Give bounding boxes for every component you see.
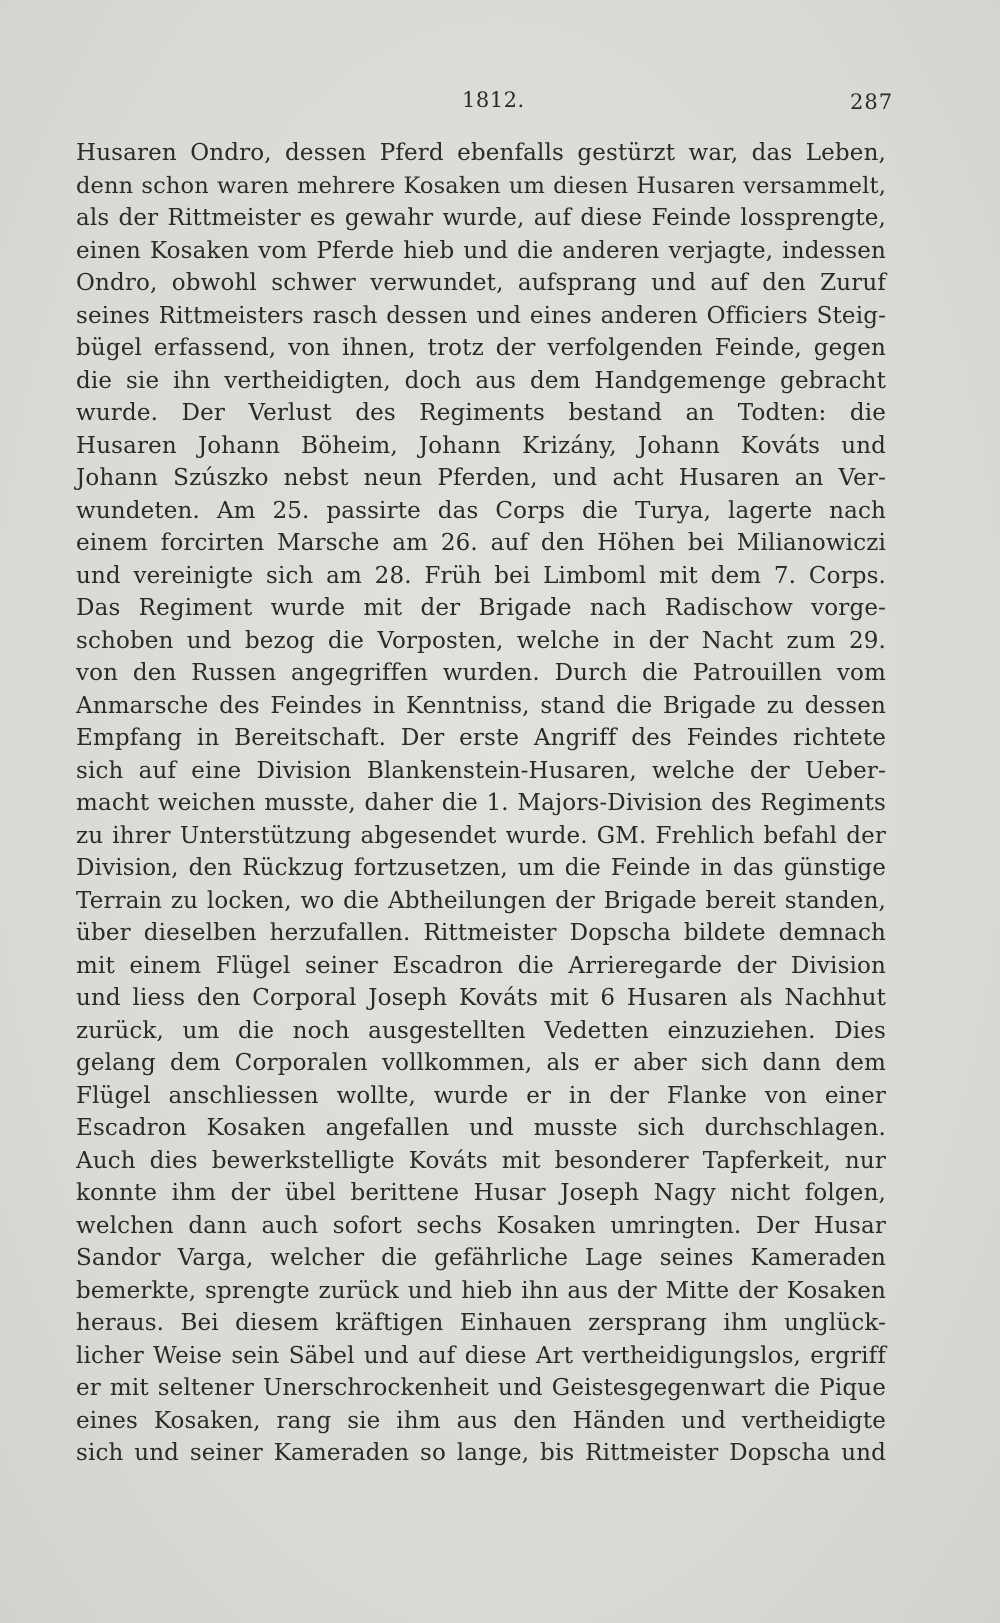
text-line: sich und seiner Kameraden so lange, bis Rittmeister Dopscha und [76, 1440, 886, 1466]
body-text [76, 137, 886, 1470]
text-line: heraus. Bei diesem kräftigen Einhauen zersprang ihm unglück- [76, 1310, 886, 1336]
page-number: 287 [850, 90, 894, 114]
text-line: welchen dann auch sofort sechs Kosaken umringten. Der Husar [76, 1212, 886, 1239]
text-line: Husaren Ondro, dessen Pferd ebenfalls gestürzt war, das Leben, [76, 140, 886, 166]
text-line: Sandor Varga, welcher die gefährliche Lage seines Kameraden [76, 1245, 886, 1271]
text-line: bügel erfassend, von ihnen, trotz der verfolgenden Feinde, gegen [76, 335, 886, 361]
text-line: macht weichen musste, daher die 1. Majors-Division des Regiments [76, 790, 886, 816]
text-line: gelang dem Corporalen vollkommen, als er aber sich dann dem [76, 1050, 886, 1076]
text-line: über dieselben herzufallen. Rittmeister Dopscha bildete demnach [76, 920, 886, 946]
text-line: die sie ihn vertheidigten, doch aus dem Handgemenge gebracht [76, 367, 886, 394]
text-line: Terrain zu locken, wo die Abtheilungen der Brigade bereit standen, [76, 887, 886, 914]
text-line: wundeten. Am 25. passirte das Corps die Turya, lagerte nach [76, 497, 886, 524]
text-line: einen Kosaken vom Pferde hieb und die anderen verjagte, indessen [76, 237, 886, 264]
text-line: Empfang in Bereitschaft. Der erste Angriff des Feindes richtete [76, 725, 886, 751]
text-line: Anmarsche des Feindes in Kenntniss, stand die Brigade zu dessen [76, 692, 886, 719]
text-line: Flügel anschliessen wollte, wurde er in der Flanke von einer [76, 1082, 886, 1109]
text-line: seines Rittmeisters rasch dessen und eines anderen Officiers Steig- [76, 302, 886, 329]
text-line: Das Regiment wurde mit der Brigade nach Radischow vorge- [76, 595, 886, 621]
text-line: zu ihrer Unterstützung abgesendet wurde. GM. Frehlich befahl der [76, 822, 886, 849]
text-line: wurde. Der Verlust des Regiments bestand an Todten: die [76, 400, 886, 426]
text-line: Auch dies bewerkstelligte Kováts mit besonderer Tapferkeit, nur [76, 1147, 886, 1174]
text-line: zurück, um die noch ausgestellten Vedetten einzuziehen. Dies [76, 1017, 886, 1044]
text-line: und liess den Corporal Joseph Kováts mit 6 Husaren als Nachhut [76, 985, 886, 1011]
text-line: eines Kosaken, rang sie ihm aus den Händen und vertheidigte [76, 1407, 886, 1434]
text-line: konnte ihm der übel berittene Husar Joseph Nagy nicht folgen, [76, 1180, 886, 1206]
text-line: Johann Szúszko nebst neun Pferden, und acht Husaren an Ver- [76, 465, 886, 491]
text-line: Escadron Kosaken angefallen und musste sich durchschlagen. [76, 1115, 886, 1141]
text-line: bemerkte, sprengte zurück und hieb ihn aus der Mitte der Kosaken [76, 1277, 886, 1304]
text-line: licher Weise sein Säbel und auf diese Art vertheidigungslos, ergriff [76, 1342, 886, 1369]
running-header [0, 88, 1000, 118]
text-line: einem forcirten Marsche am 26. auf den Höhen bei Milianowiczi [76, 530, 886, 556]
text-line: von den Russen angegriffen wurden. Durch die Patrouillen vom [76, 660, 886, 686]
text-line: schoben und bezog die Vorposten, welche in der Nacht zum 29. [76, 627, 886, 654]
text-line: als der Rittmeister es gewahr wurde, auf diese Feinde lossprengte, [76, 205, 886, 231]
text-line: und vereinigte sich am 28. Früh bei Limboml mit dem 7. Corps. [76, 562, 886, 589]
text-line: Husaren Johann Böheim, Johann Krizány, Johann Kováts und [76, 432, 886, 459]
text-line: Division, den Rückzug fortzusetzen, um die Feinde in das günstige [76, 855, 886, 881]
text-line: er mit seltener Unerschrockenheit und Geistesgegenwart die Pique [76, 1375, 886, 1401]
text-line: denn schon waren mehrere Kosaken um diesen Husaren versammelt, [76, 172, 886, 199]
text-line: sich auf eine Division Blankenstein-Husaren, welche der Ueber- [76, 757, 886, 784]
text-line: Ondro, obwohl schwer verwundet, aufsprang und auf den Zuruf [76, 270, 886, 296]
header-year: 1812. [462, 88, 525, 112]
text-line: mit einem Flügel seiner Escadron die Arrieregarde der Division [76, 952, 886, 979]
